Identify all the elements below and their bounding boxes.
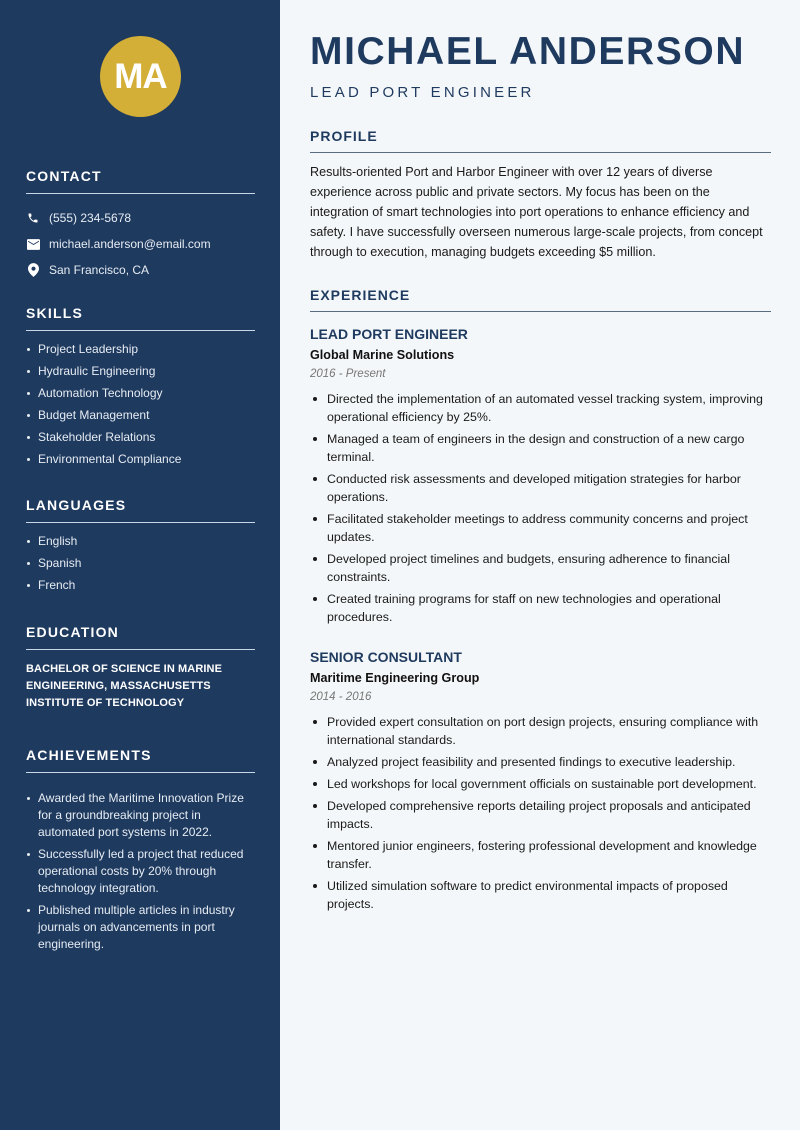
contact-section bbox=[26, 168, 255, 283]
job-dates: 2016 - Present bbox=[310, 368, 386, 380]
language-item: English bbox=[26, 533, 255, 550]
skill-item: Hydraulic Engineering bbox=[26, 363, 255, 380]
contact-email-text[interactable]: michael.anderson@email.com bbox=[49, 237, 211, 251]
contact-phone-text[interactable]: (555) 234-5678 bbox=[49, 211, 132, 225]
job-entry bbox=[310, 649, 771, 917]
contact-phone bbox=[26, 205, 255, 231]
avatar bbox=[100, 36, 181, 117]
contact-email bbox=[26, 231, 255, 257]
achievements-list bbox=[26, 790, 255, 953]
profile-section bbox=[310, 128, 771, 262]
skill-item: Project Leadership bbox=[26, 341, 255, 358]
contact-location bbox=[26, 257, 255, 283]
achievement-item: Awarded the Maritime Innovation Prize for a groundbreaking project in automated port systems in 2022. bbox=[26, 790, 255, 841]
job-title: LEAD PORT ENGINEER bbox=[310, 326, 468, 342]
languages-list bbox=[26, 533, 255, 594]
achievement-item: Published multiple articles in industry journals on advancements in port engineering. bbox=[26, 902, 255, 953]
job-bullet: Created training programs for staff on new technologies and operational procedures. bbox=[310, 590, 771, 626]
languages-section bbox=[26, 497, 255, 599]
skill-item: Automation Technology bbox=[26, 385, 255, 402]
skill-item: Stakeholder Relations bbox=[26, 429, 255, 446]
job-bullet: Mentored junior engineers, fostering professional development and knowledge transfer. bbox=[310, 837, 771, 873]
skill-item: Budget Management bbox=[26, 407, 255, 424]
location-pin-icon bbox=[26, 263, 40, 277]
job-bullet: Conducted risk assessments and developed mitigation strategies for harbor operations. bbox=[310, 470, 771, 506]
language-item: Spanish bbox=[26, 555, 255, 572]
education-heading: EDUCATION bbox=[26, 624, 255, 650]
experience-heading: EXPERIENCE bbox=[310, 287, 771, 312]
job-bullet: Developed project timelines and budgets, ensuring adherence to financial constraints. bbox=[310, 550, 771, 586]
profile-heading: PROFILE bbox=[310, 128, 771, 153]
skills-section bbox=[26, 305, 255, 473]
job-entry bbox=[310, 326, 771, 630]
job-company: Maritime Engineering Group bbox=[310, 671, 480, 685]
job-bullet: Provided expert consultation on port design projects, ensuring compliance with international standards. bbox=[310, 713, 771, 749]
achievement-item: Successfully led a project that reduced operational costs by 20% through technology integration. bbox=[26, 846, 255, 897]
skills-heading: SKILLS bbox=[26, 305, 255, 331]
skill-item: Environmental Compliance bbox=[26, 451, 255, 468]
job-bullet: Analyzed project feasibility and presented findings to executive leadership. bbox=[310, 753, 771, 771]
job-bullet-list bbox=[310, 390, 771, 626]
job-bullet: Led workshops for local government officials on sustainable port development. bbox=[310, 775, 771, 793]
candidate-name: MICHAEL ANDERSON bbox=[310, 30, 746, 73]
candidate-title: LEAD PORT ENGINEER bbox=[310, 84, 535, 101]
experience-section bbox=[310, 287, 771, 312]
job-bullet: Utilized simulation software to predict environmental impacts of proposed projects. bbox=[310, 877, 771, 913]
job-bullet: Managed a team of engineers in the design and construction of a new cargo terminal. bbox=[310, 430, 771, 466]
sidebar bbox=[0, 0, 280, 1130]
job-bullet: Facilitated stakeholder meetings to address community concerns and project updates. bbox=[310, 510, 771, 546]
skills-list bbox=[26, 341, 255, 468]
education-section bbox=[26, 624, 255, 712]
contact-list bbox=[26, 205, 255, 283]
job-title: SENIOR CONSULTANT bbox=[310, 649, 462, 665]
achievements-heading: ACHIEVEMENTS bbox=[26, 747, 255, 773]
education-degree: BACHELOR OF SCIENCE IN MARINE ENGINEERING, MASSACHUSETTS INSTITUTE OF TECHNOLOGY bbox=[26, 663, 223, 709]
contact-location-text: San Francisco, CA bbox=[49, 263, 150, 277]
job-bullet-list bbox=[310, 713, 771, 913]
email-icon bbox=[26, 237, 40, 251]
job-bullet: Directed the implementation of an automated vessel tracking system, improving operational efficiency by 25%. bbox=[310, 390, 771, 426]
language-item: French bbox=[26, 577, 255, 594]
avatar-initials: MA bbox=[114, 56, 167, 96]
phone-icon bbox=[26, 211, 40, 225]
job-company: Global Marine Solutions bbox=[310, 348, 455, 362]
achievements-section bbox=[26, 747, 255, 958]
profile-summary: Results-oriented Port and Harbor Engineer with over 12 years of diverse experience across public and private sectors. My focus has been on the integration of smart technologies into port operations to enhance efficiency and safety. I have successfully overseen numerous large-scale projects, from concept through to execution, managing budgets exceeding $5 million. bbox=[310, 165, 763, 259]
languages-heading: LANGUAGES bbox=[26, 497, 255, 523]
job-dates: 2014 - 2016 bbox=[310, 691, 372, 703]
contact-heading: CONTACT bbox=[26, 168, 255, 194]
job-bullet: Developed comprehensive reports detailing project proposals and anticipated impacts. bbox=[310, 797, 771, 833]
